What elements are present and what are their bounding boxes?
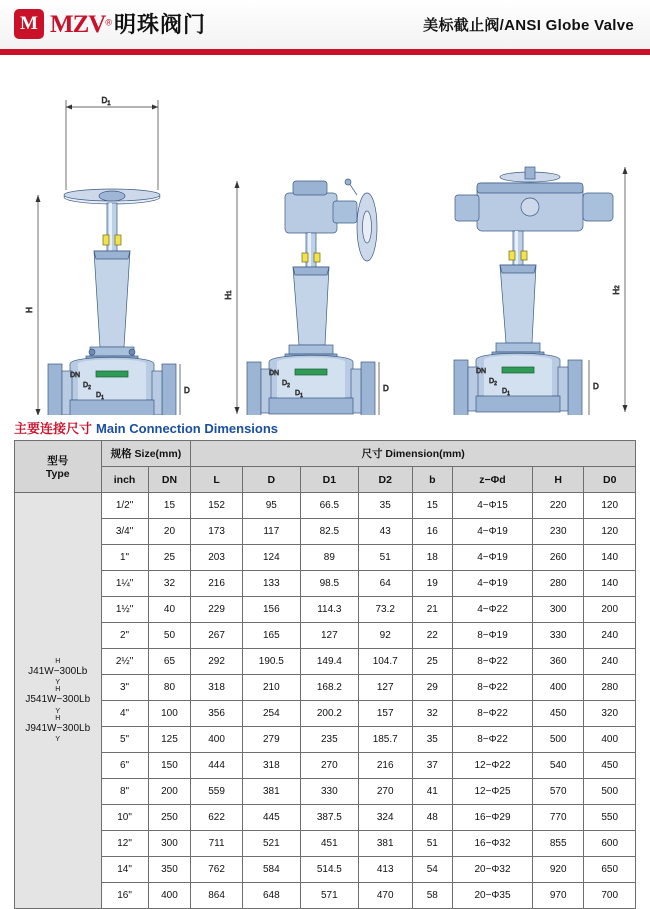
cell-dn: 50	[148, 623, 191, 649]
cell-l: 400	[191, 727, 242, 753]
cell-dn: 350	[148, 857, 191, 883]
cell-inch: 6"	[101, 753, 148, 779]
cell-l: 292	[191, 649, 242, 675]
cell-zphid: 16−Φ32	[453, 831, 533, 857]
cell-l: 559	[191, 779, 242, 805]
col-header-d2: D2	[358, 467, 412, 493]
dimensions-table	[14, 440, 636, 909]
table-row	[15, 597, 636, 623]
cell-l: 444	[191, 753, 242, 779]
cell-type: H J41W−300Lb Y H J541W−300Lb Y H J941W−300Lb Y	[15, 493, 102, 909]
cell-dn: 32	[148, 571, 191, 597]
brand-logo	[14, 8, 206, 39]
col-header-inch: inch	[101, 467, 148, 493]
table-header	[15, 441, 636, 493]
cell-d0: 650	[584, 857, 636, 883]
table-body	[15, 493, 636, 909]
col-header-d: D	[242, 467, 300, 493]
cell-d0: 450	[584, 753, 636, 779]
cell-l: 318	[191, 675, 242, 701]
cell-d0: 120	[584, 493, 636, 519]
cell-l: 203	[191, 545, 242, 571]
figure-manual-globe-valve	[8, 55, 208, 415]
cell-inch: 4"	[101, 701, 148, 727]
logo-text	[50, 8, 206, 39]
cell-dn: 20	[148, 519, 191, 545]
cell-d: 381	[242, 779, 300, 805]
table-row	[15, 571, 636, 597]
cell-h: 400	[532, 675, 583, 701]
cell-d2: 185.7	[358, 727, 412, 753]
cell-d1: 200.2	[300, 701, 358, 727]
cell-dn: 125	[148, 727, 191, 753]
cell-b: 54	[412, 857, 453, 883]
cell-d2: 270	[358, 779, 412, 805]
cell-d2: 73.2	[358, 597, 412, 623]
table-row	[15, 623, 636, 649]
cell-inch: 8"	[101, 779, 148, 805]
cell-b: 51	[412, 831, 453, 857]
cell-d0: 120	[584, 519, 636, 545]
cell-inch: 2"	[101, 623, 148, 649]
svg-text:D: D	[593, 382, 599, 391]
cell-d0: 140	[584, 545, 636, 571]
logo-mark: M	[14, 9, 44, 39]
cell-inch: 14"	[101, 857, 148, 883]
cell-zphid: 4−Φ15	[453, 493, 533, 519]
dimensions-table-wrapper	[14, 440, 636, 909]
cell-h: 570	[532, 779, 583, 805]
cell-inch: 2½"	[101, 649, 148, 675]
table-header-row-1	[15, 441, 636, 467]
registered-icon: ®	[105, 17, 112, 28]
page-title: 美标截止阀/ANSI Globe Valve	[423, 17, 634, 34]
cell-d2: 413	[358, 857, 412, 883]
cell-inch: 3"	[101, 675, 148, 701]
cell-l: 216	[191, 571, 242, 597]
table-row	[15, 675, 636, 701]
table-row	[15, 831, 636, 857]
cell-d1: 235	[300, 727, 358, 753]
cell-b: 48	[412, 805, 453, 831]
svg-text:D: D	[184, 386, 190, 395]
cell-d: 95	[242, 493, 300, 519]
cell-b: 41	[412, 779, 453, 805]
cell-d1: 270	[300, 753, 358, 779]
cell-d0: 500	[584, 779, 636, 805]
cell-d: 133	[242, 571, 300, 597]
cell-d2: 43	[358, 519, 412, 545]
cell-d: 254	[242, 701, 300, 727]
cell-d2: 470	[358, 883, 412, 909]
cell-d0: 700	[584, 883, 636, 909]
cell-b: 22	[412, 623, 453, 649]
cell-d0: 240	[584, 623, 636, 649]
cell-d: 318	[242, 753, 300, 779]
cell-zphid: 4−Φ19	[453, 571, 533, 597]
cell-d2: 104.7	[358, 649, 412, 675]
cell-zphid: 20−Φ32	[453, 857, 533, 883]
cell-h: 450	[532, 701, 583, 727]
cell-inch: 5"	[101, 727, 148, 753]
cell-zphid: 20−Φ35	[453, 883, 533, 909]
svg-text:DN: DN	[476, 368, 487, 375]
cell-d1: 387.5	[300, 805, 358, 831]
table-row	[15, 701, 636, 727]
cell-d1: 82.5	[300, 519, 358, 545]
col-header-dn: DN	[148, 467, 191, 493]
cell-l: 622	[191, 805, 242, 831]
cell-dn: 65	[148, 649, 191, 675]
cell-d2: 92	[358, 623, 412, 649]
cell-d1: 98.5	[300, 571, 358, 597]
cell-inch: 10"	[101, 805, 148, 831]
cell-zphid: 16−Φ29	[453, 805, 533, 831]
col-header-d0: D0	[584, 467, 636, 493]
cell-zphid: 8−Φ22	[453, 701, 533, 727]
figure-gear-operated-globe-valve	[215, 55, 415, 415]
cell-dn: 40	[148, 597, 191, 623]
cell-inch: 1"	[101, 545, 148, 571]
cell-d: 521	[242, 831, 300, 857]
cell-b: 35	[412, 727, 453, 753]
table-row	[15, 493, 636, 519]
cell-b: 32	[412, 701, 453, 727]
cell-l: 762	[191, 857, 242, 883]
cell-d: 117	[242, 519, 300, 545]
cell-d: 279	[242, 727, 300, 753]
cell-d0: 240	[584, 649, 636, 675]
table-row	[15, 805, 636, 831]
cell-dn: 200	[148, 779, 191, 805]
cell-d: 165	[242, 623, 300, 649]
section-title-cn: 主要连接尺寸	[14, 421, 93, 436]
cell-b: 15	[412, 493, 453, 519]
brand-latin: MZV	[50, 11, 106, 38]
table-row	[15, 753, 636, 779]
svg-text:DN: DN	[269, 370, 280, 377]
table-header-row-2	[15, 467, 636, 493]
section-title-en: Main Connection Dimensions	[96, 421, 279, 436]
cell-d1: 127	[300, 623, 358, 649]
col-header-type	[15, 441, 102, 493]
table-row	[15, 545, 636, 571]
section-title	[14, 418, 278, 437]
table-row	[15, 883, 636, 909]
svg-text:D2: $D_2$	[282, 380, 290, 389]
svg-text:D2: $D_2$	[489, 378, 497, 387]
table-row	[15, 649, 636, 675]
svg-text:D1: $D_1$	[101, 96, 111, 107]
cell-dn: 300	[148, 831, 191, 857]
cell-d: 210	[242, 675, 300, 701]
cell-zphid: 12−Φ25	[453, 779, 533, 805]
table-row	[15, 857, 636, 883]
svg-text:H2: H2	[612, 285, 621, 295]
cell-h: 360	[532, 649, 583, 675]
cell-d2: 381	[358, 831, 412, 857]
cell-inch: 12"	[101, 831, 148, 857]
cell-d1: 514.5	[300, 857, 358, 883]
col-header-l: L	[191, 467, 242, 493]
cell-inch: 1/2"	[101, 493, 148, 519]
cell-d: 190.5	[242, 649, 300, 675]
cell-b: 25	[412, 649, 453, 675]
cell-d2: 157	[358, 701, 412, 727]
brand-chinese: 明珠阀门	[113, 12, 206, 37]
cell-d: 156	[242, 597, 300, 623]
cell-d1: 168.2	[300, 675, 358, 701]
cell-d0: 550	[584, 805, 636, 831]
svg-text:H: H	[25, 307, 34, 313]
svg-text:D1: $D_1$	[502, 388, 510, 397]
cell-zphid: 12−Φ22	[453, 753, 533, 779]
cell-d2: 35	[358, 493, 412, 519]
header-divider	[0, 49, 650, 52]
cell-d0: 200	[584, 597, 636, 623]
cell-d1: 89	[300, 545, 358, 571]
cell-dn: 400	[148, 883, 191, 909]
cell-b: 16	[412, 519, 453, 545]
svg-text:D: D	[383, 384, 389, 393]
cell-d0: 400	[584, 727, 636, 753]
cell-d1: 330	[300, 779, 358, 805]
col-header-zphid: z−Φd	[453, 467, 533, 493]
cell-l: 356	[191, 701, 242, 727]
figure-electric-actuated-globe-valve	[425, 55, 640, 415]
cell-zphid: 8−Φ22	[453, 675, 533, 701]
cell-inch: 16"	[101, 883, 148, 909]
cell-l: 267	[191, 623, 242, 649]
cell-h: 500	[532, 727, 583, 753]
cell-d1: 451	[300, 831, 358, 857]
cell-inch: 1½"	[101, 597, 148, 623]
cell-dn: 150	[148, 753, 191, 779]
cell-d1: 571	[300, 883, 358, 909]
cell-h: 330	[532, 623, 583, 649]
cell-h: 770	[532, 805, 583, 831]
cell-b: 37	[412, 753, 453, 779]
cell-l: 711	[191, 831, 242, 857]
cell-d2: 216	[358, 753, 412, 779]
cell-d2: 64	[358, 571, 412, 597]
cell-l: 152	[191, 493, 242, 519]
col-header-d1: D1	[300, 467, 358, 493]
drawings-area	[0, 55, 650, 415]
svg-text:D2: $D_2$	[83, 382, 91, 391]
cell-d1: 66.5	[300, 493, 358, 519]
cell-d2: 127	[358, 675, 412, 701]
cell-d0: 600	[584, 831, 636, 857]
svg-text:DN: DN	[70, 372, 81, 379]
cell-b: 18	[412, 545, 453, 571]
cell-d: 445	[242, 805, 300, 831]
cell-h: 260	[532, 545, 583, 571]
cell-h: 540	[532, 753, 583, 779]
cell-d0: 280	[584, 675, 636, 701]
cell-zphid: 8−Φ19	[453, 623, 533, 649]
cell-d2: 324	[358, 805, 412, 831]
cell-b: 58	[412, 883, 453, 909]
col-header-dimension: 尺寸 Dimension(mm)	[191, 441, 636, 467]
cell-h: 970	[532, 883, 583, 909]
cell-h: 920	[532, 857, 583, 883]
cell-zphid: 8−Φ22	[453, 727, 533, 753]
cell-d1: 114.3	[300, 597, 358, 623]
col-header-type-cn: 型号	[47, 455, 69, 467]
cell-zphid: 4−Φ19	[453, 545, 533, 571]
cell-h: 220	[532, 493, 583, 519]
svg-text:H1: H1	[224, 290, 233, 300]
cell-zphid: 4−Φ22	[453, 597, 533, 623]
cell-d2: 51	[358, 545, 412, 571]
cell-d0: 320	[584, 701, 636, 727]
svg-text:D1: $D_1$	[295, 390, 303, 399]
cell-h: 230	[532, 519, 583, 545]
cell-inch: 3/4"	[101, 519, 148, 545]
cell-b: 19	[412, 571, 453, 597]
svg-text:D1: $D_1$	[96, 392, 104, 401]
cell-dn: 250	[148, 805, 191, 831]
col-header-h: H	[532, 467, 583, 493]
cell-zphid: 8−Φ22	[453, 649, 533, 675]
cell-d1: 149.4	[300, 649, 358, 675]
cell-l: 864	[191, 883, 242, 909]
cell-b: 29	[412, 675, 453, 701]
table-row	[15, 727, 636, 753]
cell-zphid: 4−Φ19	[453, 519, 533, 545]
cell-dn: 100	[148, 701, 191, 727]
cell-b: 21	[412, 597, 453, 623]
cell-dn: 15	[148, 493, 191, 519]
cell-d: 124	[242, 545, 300, 571]
cell-dn: 25	[148, 545, 191, 571]
col-header-size: 规格 Size(mm)	[101, 441, 191, 467]
cell-dn: 80	[148, 675, 191, 701]
col-header-b: b	[412, 467, 453, 493]
cell-inch: 1¼"	[101, 571, 148, 597]
table-row	[15, 779, 636, 805]
cell-l: 229	[191, 597, 242, 623]
cell-h: 855	[532, 831, 583, 857]
page-header	[0, 0, 650, 55]
cell-l: 173	[191, 519, 242, 545]
cell-h: 300	[532, 597, 583, 623]
cell-h: 280	[532, 571, 583, 597]
cell-d0: 140	[584, 571, 636, 597]
col-header-type-en: Type	[45, 468, 70, 480]
cell-d: 584	[242, 857, 300, 883]
cell-d: 648	[242, 883, 300, 909]
table-row	[15, 519, 636, 545]
